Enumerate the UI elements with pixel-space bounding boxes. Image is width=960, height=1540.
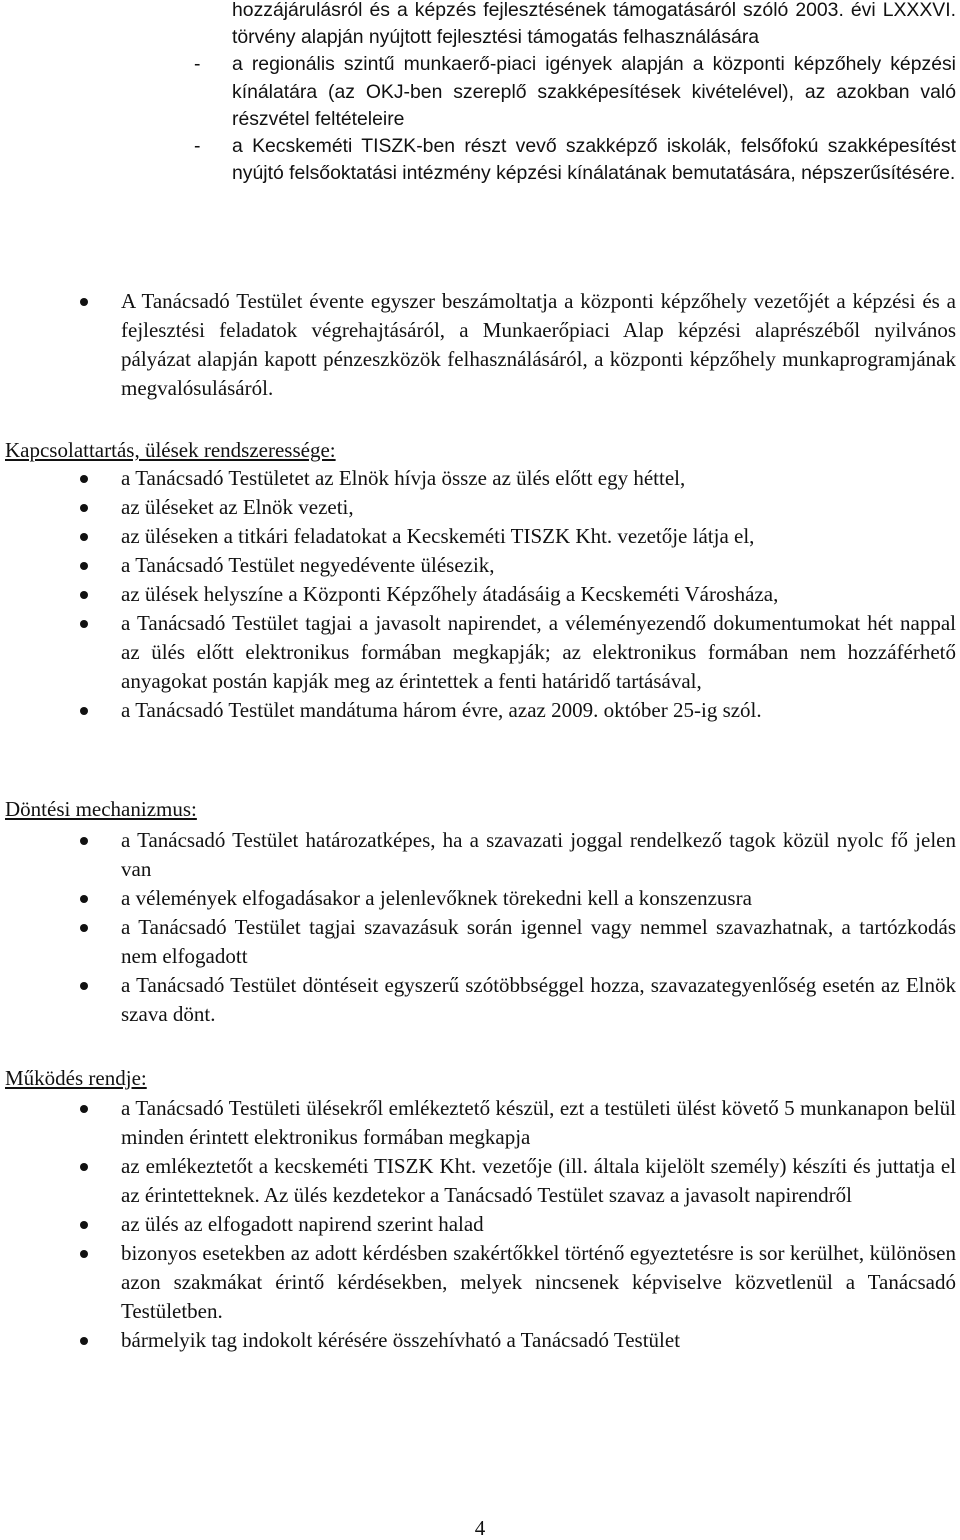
report-section <box>0 287 960 403</box>
bullet-item <box>0 493 960 522</box>
bullet-icon <box>80 895 88 903</box>
bullet-icon <box>80 504 88 512</box>
section-heading-decision: Döntési mechanizmus: <box>5 797 197 821</box>
bullet-icon <box>80 591 88 599</box>
bullet-text: a Tanácsadó Testületet az Elnök hívja össze az ülés előtt egy héttel, <box>121 466 686 490</box>
bullet-text: az ülés az elfogadott napirend szerint halad <box>121 1212 484 1236</box>
bullet-text: az emlékeztetőt a kecskeméti TISZK Kht. vezetője (ill. általa kijelölt személy) készíti és juttatja el az érintetteknek. Az ülés kezdetekor a Tanácsadó Testület szavaz a javasolt napirendről <box>121 1154 956 1207</box>
dash-marker: - <box>194 53 201 76</box>
bullet-icon <box>80 533 88 541</box>
dash-list-item <box>194 51 956 133</box>
dash-item-text: a Kecskeméti TISZK-ben részt vevő szakképző iskolák, felsőfokú szakképesítést nyújtó felsőoktatási intézmény képzési kínálatának bemutatására, népszerűsítésére. <box>232 135 956 185</box>
bullet-text: a Tanácsadó Testület határozatképes, ha a szavazati joggal rendelkező tagok közül nyolc fő jelen van <box>121 828 956 881</box>
bullet-item <box>0 580 960 609</box>
bullet-icon <box>80 924 88 932</box>
bullet-icon <box>80 1337 88 1345</box>
bullet-icon <box>80 1250 88 1258</box>
bullet-icon <box>80 1221 88 1229</box>
bullet-icon <box>80 475 88 483</box>
bullet-text: bizonyos esetekben az adott kérdésben szakértőkkel történő egyeztetésre is sor kerülhet, különösen azon szakmákat érintő kérdésekben, melyek nincsenek képviselve közvetlenül a Tanácsadó Testületben. <box>121 1241 956 1323</box>
bullet-item <box>0 522 960 551</box>
operation-list <box>0 1094 960 1355</box>
bullet-text: az üléseket az Elnök vezeti, <box>121 495 354 519</box>
bullet-text: a Tanácsadó Testületi ülésekről emlékeztető készül, ezt a testületi ülést követő 5 munkanapon belül minden érintett elektronikus formában megkapja <box>121 1096 956 1149</box>
bullet-text: a Tanácsadó Testület tagjai a javasolt napirendet, a véleményezendő dokumentumokat hét nappal az ülés előtt elektronikus formában megkapják; az elektronikus formában nem hozzáférhető anyagokat postán kapják meg az érintettek a fenti határidő tartásával, <box>121 611 956 693</box>
bullet-item <box>0 1152 960 1210</box>
bullet-icon <box>80 298 88 306</box>
bullet-item <box>0 464 960 493</box>
intro-block <box>194 0 956 187</box>
bullet-item <box>0 696 960 725</box>
bullet-item <box>0 551 960 580</box>
bullet-item <box>0 1094 960 1152</box>
bullet-item <box>0 826 960 884</box>
bullet-text: az üléseken a titkári feladatokat a Kecskeméti TISZK Kht. vezetője látja el, <box>121 524 755 548</box>
bullet-text: a Tanácsadó Testület mandátuma három évre, azaz 2009. október 25-ig szól. <box>121 698 762 722</box>
section-heading-operation: Működés rendje: <box>5 1066 147 1090</box>
contact-list <box>0 464 960 725</box>
bullet-item <box>0 609 960 696</box>
bullet-item <box>0 1239 960 1326</box>
page-number: 4 <box>474 1516 486 1540</box>
bullet-icon <box>80 620 88 628</box>
bullet-item <box>0 884 960 913</box>
bullet-text: a Tanácsadó Testület tagjai szavazásuk során igennel vagy nemmel szavazhatnak, a tartózkodás nem elfogadott <box>121 915 956 968</box>
bullet-text: a Tanácsadó Testület döntéseit egyszerű szótöbbséggel hozza, szavazategyenlőség esetén az Elnök szava dönt. <box>121 973 956 1026</box>
bullet-text: az ülések helyszíne a Központi Képzőhely átadásáig a Kecskeméti Városháza, <box>121 582 779 606</box>
bullet-text: A Tanácsadó Testület évente egyszer beszámoltatja a központi képzőhely vezetőjét a képzési és a fejlesztési feladatok végrehajtásáról, a Munkaerőpiaci Alap képzési alaprészéből nyilvános pályázat alapján kapott pénzeszközök felhasználásáról, a központi képzőhely munkaprogramjának megvalósulásáról. <box>121 289 956 400</box>
section-heading-contact: Kapcsolattartás, ülések rendszeressége: <box>5 438 336 462</box>
decision-list <box>0 826 960 1029</box>
dash-marker: - <box>194 135 201 158</box>
bullet-text: bármelyik tag indokolt kérésére összehívható a Tanácsadó Testület <box>121 1328 681 1352</box>
bullet-item <box>0 1210 960 1239</box>
bullet-icon <box>80 982 88 990</box>
intro-paragraph: hozzájárulásról és a képzés fejlesztésének támogatásáról szóló 2003. évi LXXXVI. törvény alapján nyújtott fejlesztési támogatás felhasználására <box>232 0 956 49</box>
dash-item-text: a regionális szintű munkaerő-piaci igények alapján a központi képzőhely képzési kínálatára (az OKJ-ben szereplő szakképesítések kivételével), az azokban való részvétel feltételeire <box>232 53 956 130</box>
bullet-item <box>0 1326 960 1355</box>
bullet-icon <box>80 837 88 845</box>
bullet-text: a Tanácsadó Testület negyedévente ülésezik, <box>121 553 495 577</box>
bullet-item <box>0 913 960 971</box>
bullet-icon <box>80 562 88 570</box>
bullet-icon <box>80 1105 88 1113</box>
dash-list-item <box>194 133 956 187</box>
bullet-item <box>0 971 960 1029</box>
bullet-item <box>0 287 960 403</box>
bullet-icon <box>80 1163 88 1171</box>
bullet-icon <box>80 707 88 715</box>
bullet-text: a vélemények elfogadásakor a jelenlevőknek törekedni kell a konszenzusra <box>121 886 752 910</box>
